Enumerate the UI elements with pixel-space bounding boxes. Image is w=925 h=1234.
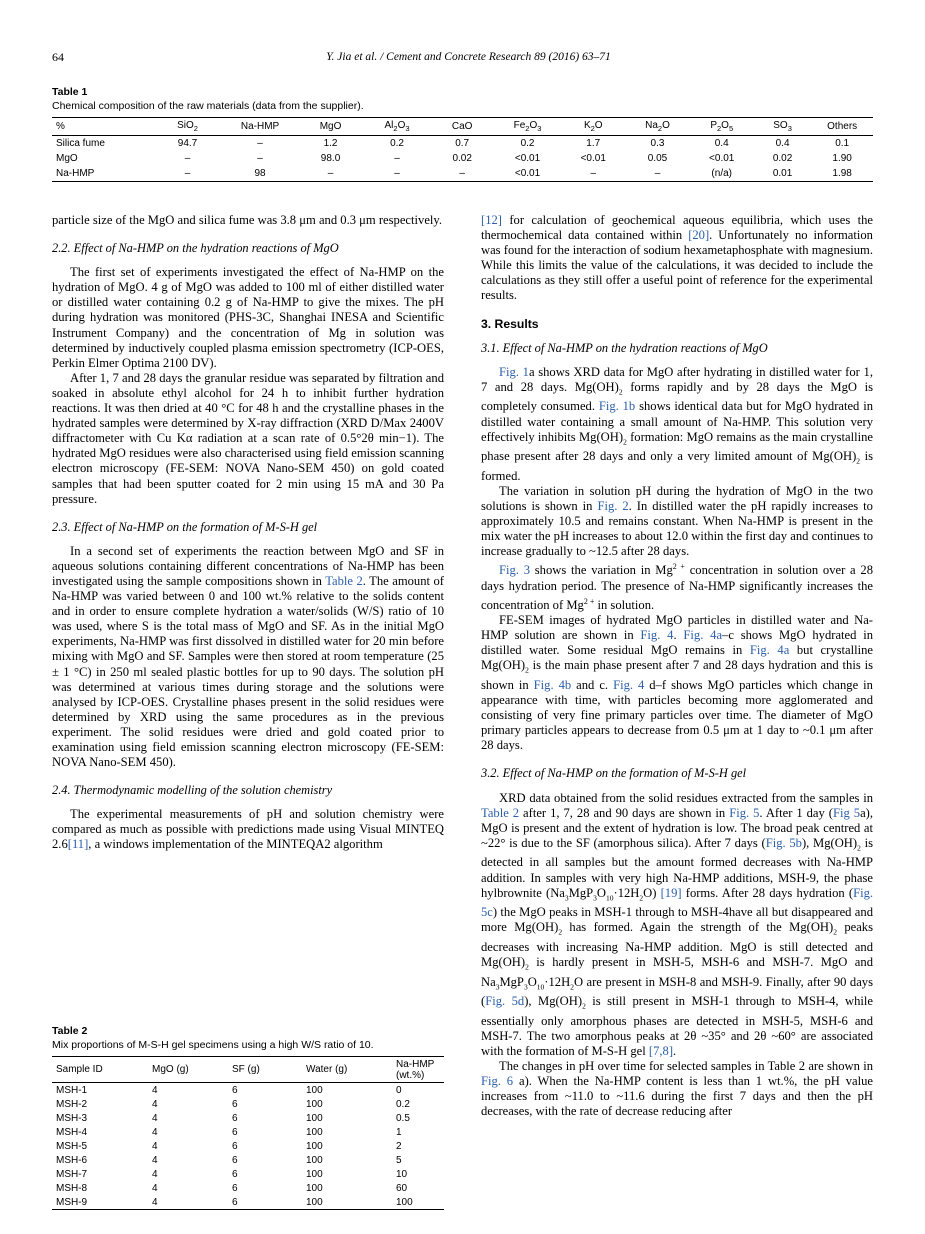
cell: 98.0 [320,153,341,164]
cell: 4 [152,1098,158,1110]
cell: 100 [306,1098,323,1110]
cell: 6 [232,1168,238,1180]
paragraph-2-2-b: After 1, 7 and 28 days the granular residue was separated by filtration and soaked in absolute ethyl alcohol for 24 h to inhibit further hydration reactions. It was then dried at 40 °C for 48 h and the crystalline phases in the hydrated samples were determined by X-ray diffraction (XRD D/Max 2400V diffractometer with Cu Kα radiation at a scan rate of 0.5°2θ min−1). The hydrated MgO residues were also characterised using field emission scanning electron microscopy (FE-SEM: NOVA Nano-SEM 450) on gold coated samples that had been sputter coated for 2 min using 15 mA and 30 Pa pressure. [52,370,444,506]
cell: 100 [306,1112,323,1124]
table-1 [52,117,873,182]
text-run: , a windows implementation of the MINTEQA2 algorithm [88,837,383,852]
cell: – [257,153,263,164]
cell: 100 [306,1182,323,1194]
paragraph-2-4-a [52,807,444,852]
cell: 1.7 [586,138,601,149]
page-number: 64 [52,50,64,64]
cell: 100 [306,1140,323,1152]
col-header-sio2: SiO$_2$ [152,118,222,136]
journal-citation: Y. Jia et al. / Cement and Concrete Research 89 (2016) 63–71 [326,51,611,63]
cell: (n/a) [711,168,732,179]
paragraph-3-1-b: The variation in solution pH during the hydration of MgO in the two solutions is shown in Fig. 2. In distilled water the pH rapidly increases to approximately 10.5 and remains constant. When Na-HMP is present in the mix water the pH increases to about 12.0 within the first day and continues to increase gradually to ~12.5 after 28 days. [481,483,873,559]
col-header-so3: $SO_3$ [754,118,811,136]
col-header-al2o3: $Al_2O_3$ [364,118,431,136]
cell: – [184,153,191,164]
cell: 0.4 [714,138,729,149]
cell: 10 [396,1168,408,1180]
cell: 0.2 [396,1098,410,1110]
cell: MSH-3 [56,1112,88,1124]
col-header-p2o5: $P_2O_5$ [690,118,754,136]
cell: 0.2 [390,138,404,149]
col-header-percent: % [52,118,152,136]
cell: 100 [306,1126,323,1138]
table-2-block [52,1025,444,1210]
table-2-caption: Mix proportions of M-S-H gel specimens using a high W/S ratio of 10. [52,1039,374,1051]
cell: 100 [306,1196,323,1208]
right-column [481,213,873,1120]
cell: 4 [152,1196,158,1208]
cell: 0.02 [452,153,472,164]
text-run: The experimental measurements of pH and solution chemistry were compared as much as possible with predictions made using Visual MINTEQ 2.6 [52,807,444,852]
cell: <0.01 [709,153,735,164]
table-header-row [52,1057,444,1083]
paragraph-2-3-a [52,544,444,770]
cell: MSH-5 [56,1140,88,1152]
col-header-nahmp: Na-HMP [223,118,298,136]
table-row [52,1097,444,1111]
col-header-others: Others [811,118,873,136]
xref-ref-12[interactable]: [12] [481,213,502,227]
paragraph-3-2-a: XRD data obtained from the solid residues extracted from the samples in Table 2 after 1, 7, 28 and 90 days are shown in Fig. 5. After 1 day (Fig 5a), MgO is present and the extent of hydration is low. The broad peak centred at ~22° is due to the SF (amorphous silica). After 7 days (Fig. 5b), $Mg(OH)_2$ is detected in all samples but the amount formed decreases with Na-HMP addition. In samples with very high Na-HMP additions, MSH-9, the phase hylbrownite $(Na_3MgP_3O_{10}\cdot 12H_2O)$ [19] forms. After 28 days hydration (Fig. 5c) the MgO peaks in MSH-1 through to MSH-4have all but disappeared and more $Mg(OH)_2$ has formed. Again the strength of the $Mg(OH)_2$ peaks decreases with increasing Na-HMP addition. MgO is still detected and $Mg(OH)_2$ is hardly present in MSH-5, MSH-6 and MSH-7. MgO and $Na_3MgP_3O_{10}\cdot 12H_2O$ are present in MSH-8 and MSH-9. Finally, after 90 days (Fig. 5d), $Mg(OH)_2$ is still present in MSH-1 through to MSH-4, while essentially only amorphous phases are detected in MSH-5, MSH-6 and MSH-7. The two amorphous peaks at 2θ ~35° and 2θ ~60° are associated with the formation of M-S-H gel [7,8]. [481,790,874,1059]
table-row [52,1083,444,1098]
table-row [52,136,873,152]
table-row [52,1181,444,1195]
table-row [52,151,873,166]
cell: 0.3 [650,138,665,149]
heading-3-1: 3.1. Effect of Na-HMP on the hydration reactions of MgO [481,340,768,355]
cell: MSH-2 [56,1098,88,1110]
cell: 100 [396,1196,413,1208]
cell: 6 [232,1182,238,1194]
cell: 0.7 [455,138,470,149]
table-2-label: Table 2 [52,1025,88,1037]
cell: – [459,168,465,179]
cell: 0 [396,1084,402,1096]
cell: 0.1 [835,138,850,149]
cell: 100 [306,1154,323,1166]
cell: 0.5 [396,1112,410,1124]
cell: 94.7 [177,138,198,149]
col-header-mgo-g: MgO (g) [148,1057,228,1083]
col-header-cao: CaO [430,118,494,136]
table-row [52,1125,444,1139]
text-run: . The amount of Na-HMP was varied between 0 and 100 wt.% relative to the solids content and in order to ensure complete hydration a water/solids (W/S) ratio of 10 was used, where S is the total mass of MgO and SF. As in the initial MgO experiments, Na-HMP was first dissolved in distilled water for 20 min before mixing with MgO and SF. Samples were then stored at room temperature (25 ± 1 °C) in 250 ml sealed plastic bottles for up to 90 days. The solution pH was determined at various times during storage and the solutions were analysed by ICP-OES. Crystalline phases present in the solid residues were determined by XRD using the same procedures as in the previous experiment. The solid residues were dried and gold coated prior to examination using field emission scanning electron microscopy (FE-SEM: NOVA Nano-SEM 450). [52,573,444,770]
table-row [52,1153,444,1167]
cell: – [394,168,400,179]
col-header-sf-g: SF (g) [228,1057,302,1083]
table-row [52,1167,444,1181]
left-column [52,213,444,853]
col-header-k2o: $K_2O$ [561,118,625,136]
cell: 4 [152,1140,158,1152]
cell: Na-HMP [56,168,95,179]
cell: 1.2 [323,138,338,149]
heading-2-3: 2.3. Effect of Na-HMP on the formation of M-S-H gel [52,519,318,534]
cell: 4 [152,1168,158,1180]
paragraph-top [481,213,873,304]
col-header-fe2o3: $Fe_2O_3$ [494,118,561,136]
cell: – [654,168,661,179]
table-row [52,1195,444,1210]
heading-2-4: 2.4. Thermodynamic modelling of the solution chemistry [52,783,333,798]
cell: MSH-8 [56,1182,88,1194]
cell: 0.4 [775,138,790,149]
running-head [52,50,873,64]
cell: MSH-4 [56,1126,88,1138]
cell: 6 [232,1098,238,1110]
cell: 100 [306,1084,323,1096]
col-header-na2o: $Na_2O$ [625,118,689,136]
heading-3-results: 3. Results [481,316,539,331]
cell: – [257,138,263,149]
paragraph-3-1-c: Fig. 3 shows the variation in $Mg^{2 +}$ concentration in solution over a 28 days hydration period. The presence of Na-HMP significantly increases the concentration of $Mg^{2 +}$ in solution. [481,562,873,612]
cell: MSH-7 [56,1168,88,1180]
cell: <0.01 [514,168,541,179]
col-header-mgo: MgO [297,118,363,136]
table-row [52,1139,444,1153]
cell: 60 [396,1182,408,1194]
cell: 1.90 [832,153,852,164]
paragraph-2-2-a: The first set of experiments investigated the effect of Na-HMP on the hydration of MgO. 4 g of MgO was added to 100 ml of either distilled water or distilled water containing 0.2 g of Na-HMP to give the mixes. The pH during hydration was monitored (PHS-3C, Shanghai INESA and Scientific Instrument Company) and the concentration of Mg in solution was determined by inductively coupled plasma emission spectrometry (ICP-OES, Perkin Elmer Optima 2100 DV). [52,265,444,370]
xref-table-2[interactable]: Table 2 [325,573,363,588]
heading-3-2: 3.2. Effect of Na-HMP on the formation of M-S-H gel [481,766,747,781]
cell: 5 [396,1154,402,1166]
table-row [52,1111,444,1125]
cell: MSH-1 [56,1084,88,1096]
cell: 6 [232,1140,238,1152]
cell: 6 [232,1126,238,1138]
table-1-caption: Chemical composition of the raw materials (data from the supplier). [52,100,364,112]
cell: MSH-6 [56,1154,88,1166]
cell: 4 [152,1126,158,1138]
cell: 0.2 [520,138,535,149]
cell: MSH-9 [56,1196,88,1208]
cell: 0.02 [772,153,793,164]
table-1-block [52,86,873,182]
cell: 1 [396,1126,402,1138]
cell: 0.01 [772,168,793,179]
col-header-sample-id: Sample ID [52,1057,148,1083]
table-2 [52,1056,444,1210]
text-run: for calculation of geochemical aqueous equilibria, which uses the thermochemical data contained within [481,213,873,243]
cell: – [327,168,334,179]
cell: – [184,168,191,179]
cell: Silica fume [56,138,105,149]
cell: 6 [232,1112,238,1124]
cell: <0.01 [580,153,606,164]
cell: 1.98 [832,168,852,179]
cell: 6 [232,1084,238,1096]
cell: 6 [232,1196,238,1208]
cell: 100 [306,1168,323,1180]
text-run: In a second set of experiments the reaction between MgO and SF in aqueous solutions containing different concentrations of Na-HMP has been investigated using the sample compositions shown in [52,543,444,588]
xref-ref-11[interactable]: [11] [67,837,89,852]
heading-2-2: 2.2. Effect of Na-HMP on the hydration reactions of MgO [52,241,339,256]
table-row [52,166,873,182]
cell: 4 [152,1112,158,1124]
cell: – [590,168,597,179]
cell: 0.05 [647,153,668,164]
xref-ref-20[interactable]: [20] [688,228,710,243]
cell: 4 [152,1154,158,1166]
cell: MgO [56,153,78,164]
table-header-row [52,118,873,136]
cell: 4 [152,1084,158,1096]
cell: 98 [254,168,266,179]
cell: 6 [232,1154,238,1166]
paragraph-3-2-b: The changes in pH over time for selected samples in Table 2 are shown in Fig. 6 a). When the Na-HMP content is less than 1 wt.%, the pH value increases from ~11.0 to ~11.6 during the first 7 days and then the pH decreases, with the rate of decrease reducing after [481,1059,873,1119]
cell: 4 [152,1182,158,1194]
paragraph-3-1-a: Fig. 1a shows XRD data for MgO after hydrating in distilled water for 1, 7 and 28 days. $Mg(OH)_2$ forms rapidly and by 28 days the MgO is completely consumed. Fig. 1b shows identical data but for MgO hydrated in distilled water containing a small amount of Na-HMP. This solution very effectively inhibits $Mg(OH)_2$ formation: MgO remains as the main crystalline phase present after 28 days and only a very limited amount of $Mg(OH)_2$ is formed. [481,364,873,483]
table-1-label: Table 1 [52,86,88,98]
cell: – [394,153,400,164]
col-header-nahmp-wt: Na-HMP (wt.%) [392,1057,444,1083]
cell: 2 [396,1140,402,1152]
paragraph-intro: particle size of the MgO and silica fume was 3.8 μm and 0.3 μm respectively. [52,213,443,227]
cell: <0.01 [514,153,541,164]
text-run: . Unfortunately no information was found for the interaction of sodium hexametaphosphate with magnesium. While this limits the value of the calculations, it was decided to include the calculations as they still offer a useful point of reference for the experimental results. [481,228,873,303]
paragraph-3-1-d: FE-SEM images of hydrated MgO particles in distilled water and Na-HMP solution are shown in Fig. 4. Fig. 4a–c shows MgO hydrated in distilled water. Some residual MgO remains in Fig. 4a but crystalline $Mg(OH)_2$ is the main phase present after 7 and 28 days hydration and this is shown in Fig. 4b and c. Fig. 4 d–f shows MgO particles which change in appearance with time, with particles becoming more agglomerated and consisting of very fine primary particles over time. The diameter of MgO primary particles appears to decrease from 0.5 μm at 1 day to ~0.1 μm after 28 days. [481,613,874,753]
col-header-water-g: Water (g) [302,1057,392,1083]
